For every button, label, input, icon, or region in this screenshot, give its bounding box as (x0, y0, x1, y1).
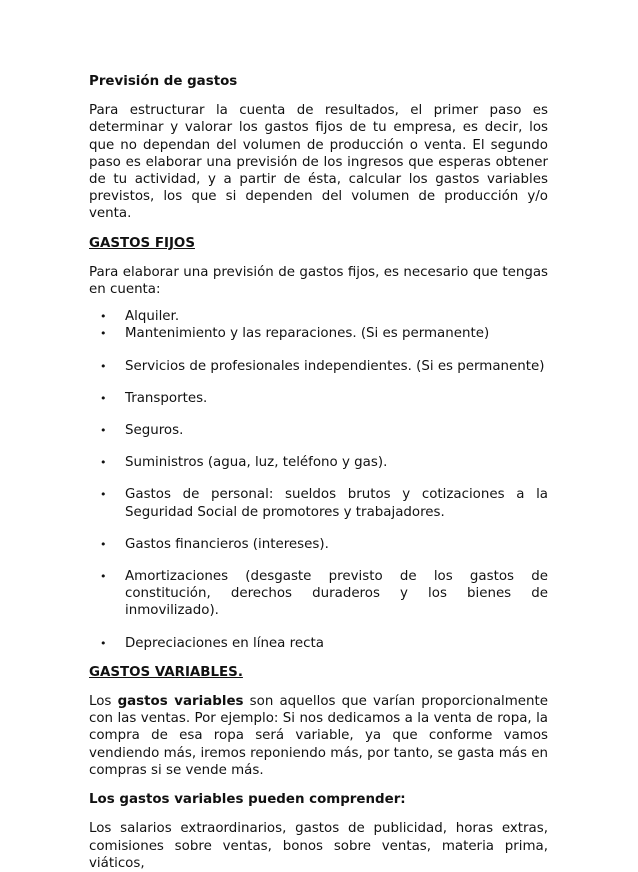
variable-costs-subheading: Los gastos variables pueden comprender: (89, 792, 406, 808)
bullet-icon: • (100, 391, 107, 405)
fixed-costs-intro: Para elaborar una previsión de gastos fijos, es necesario que tengas en cuenta: (89, 264, 548, 298)
bullet-icon: • (100, 327, 107, 341)
variable-costs-paragraph: Los gastos variables son aquellos que varían proporcionalmente con las ventas. Por ejemplo: Si nos dedicamos a la venta de ropa, la compra de esa ropa será variable, ya que conforme vamos vendiendo más, iremos reponiendo más, por tanto, se gasta más en compras si se vende más. (89, 694, 549, 778)
list-item: • Depreciaciones en línea recta (100, 635, 324, 651)
bullet-icon: • (100, 424, 107, 438)
intro-paragraph: Para estructurar la cuenta de resultados, el primer paso es determinar y valorar los gastos fijos de tu empresa, es decir, los que no dependan del volumen de producción o venta. El segundo paso es elaborar una previsión de los ingresos que esperas obtener de tu actividad, y a partir de ésta, calcular los gastos variables previstos, los que si dependen del volumen de producción y/o venta. (89, 103, 548, 222)
fixed-costs-list (89, 308, 548, 652)
list-item: • Amortizaciones (desgaste previsto de los gastos de constitución, derechos duraderos y los bienes de inmovilizado). (100, 569, 548, 619)
list-item: • Transportes. (100, 390, 208, 406)
list-item: • Suministros (agua, luz, teléfono y gas). (100, 455, 388, 471)
list-item: • Gastos financieros (intereses). (100, 536, 329, 552)
bullet-icon: • (100, 537, 107, 551)
document-title: Previsión de gastos (89, 74, 238, 89)
list-item: • Alquiler. (100, 309, 180, 325)
list-item: • Seguros. (100, 423, 184, 439)
bullet-icon: • (100, 636, 107, 650)
bullet-icon: • (100, 456, 107, 470)
bullet-icon: • (100, 488, 107, 502)
variable-costs-heading: GASTOS VARIABLES. (89, 664, 243, 680)
document-page (89, 73, 548, 872)
bullet-icon: • (100, 359, 107, 373)
list-item: • Mantenimiento y las reparaciones. (Si es permanente) (100, 326, 490, 342)
list-item: • Gastos de personal: sueldos brutos y cotizaciones a la Seguridad Social de promotores y trabajadores. (100, 487, 548, 520)
bullet-icon: • (100, 570, 107, 584)
variable-costs-term: gastos variables (117, 694, 244, 710)
list-item: • Servicios de profesionales independientes. (Si es permanente) (100, 358, 545, 374)
fixed-costs-heading: GASTOS FIJOS (89, 235, 195, 251)
bullet-icon: • (100, 310, 107, 324)
variable-costs-text: Los salarios extraordinarios, gastos de publicidad, horas extras, comisiones sobre ventas, bonos sobre ventas, materia prima, viáticos, (89, 821, 548, 871)
